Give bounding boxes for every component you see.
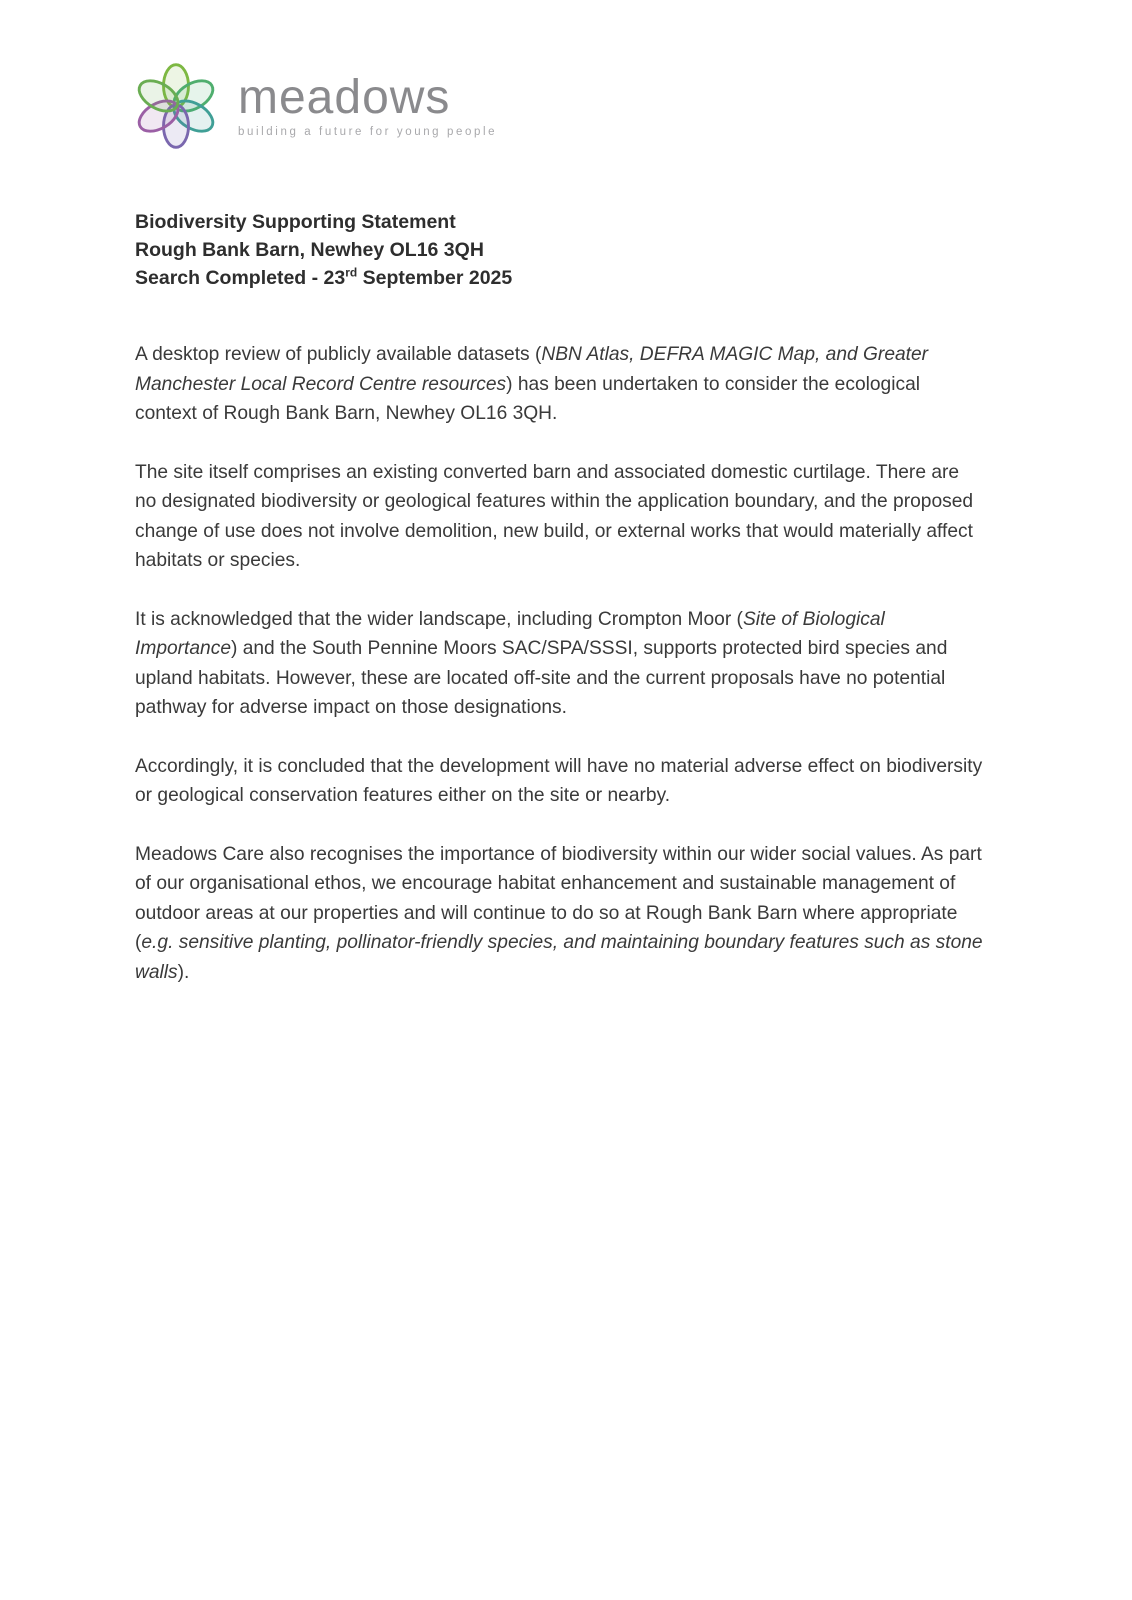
document-body bbox=[135, 340, 984, 1016]
brand-name: meadows bbox=[238, 71, 451, 124]
text-run: Accordingly, it is concluded that the development will have no material adverse effect on biodiversity or geological conservation features either on the site or nearby. bbox=[135, 755, 983, 806]
heading-date-suffix: September 2025 bbox=[357, 267, 513, 289]
text-run: e.g. sensitive planting, pollinator-friendly species, and maintaining boundary features such as stone walls bbox=[135, 932, 983, 983]
text-run: The site itself comprises an existing converted barn and associated domestic curtilage. There are no designated biodiversity or geological features within the application boundary, and the proposed change of use does not involve demolition, new build, or external works that would materially affect habitats or species. bbox=[135, 461, 974, 571]
text-run: ) has been undertaken to consider the ecological context of Rough Bank Barn, Newhey OL16 3QH. bbox=[135, 373, 921, 424]
heading-date-prefix: Search Completed - 23 bbox=[135, 267, 346, 289]
document-heading bbox=[135, 208, 982, 292]
text-run: ). bbox=[177, 961, 190, 983]
text-run: It is acknowledged that the wider landscape, including Crompton Moor ( bbox=[135, 608, 743, 630]
paragraph bbox=[135, 840, 984, 988]
heading-date-ordinal: rd bbox=[345, 265, 358, 280]
text-run: A desktop review of publicly available datasets ( bbox=[135, 344, 542, 365]
heading-title: Biodiversity Supporting Statement bbox=[135, 211, 456, 233]
heading-date bbox=[135, 264, 982, 292]
paragraph bbox=[135, 605, 984, 723]
paragraph bbox=[135, 458, 984, 576]
text-run: NBN Atlas, DEFRA MAGIC Map, and Greater Manchester Local Record Centre resources bbox=[135, 344, 929, 395]
paragraph bbox=[135, 752, 984, 811]
flower-logo-icon bbox=[128, 58, 224, 154]
paragraph bbox=[135, 340, 984, 429]
heading-address: Rough Bank Barn, Newhey OL16 3QH bbox=[135, 239, 484, 261]
text-run: Site of Biological Importance bbox=[135, 608, 885, 659]
text-run: ) and the South Pennine Moors SAC/SPA/SSSI, supports protected bird species and upland habitats. However, these are located off-site and the current proposals have no potential pathway for adverse impact on those designations. bbox=[135, 638, 948, 718]
logo bbox=[128, 58, 497, 154]
logo-text bbox=[238, 71, 498, 138]
text-run: Meadows Care also recognises the importance of biodiversity within our wider social values. As part of our organisational ethos, we encourage habitat enhancement and sustainable management of outdoor areas at our properties and will continue to do so at Rough Bank Barn where appropriate ( bbox=[135, 843, 982, 953]
brand-tagline: building a future for young people bbox=[238, 126, 498, 138]
